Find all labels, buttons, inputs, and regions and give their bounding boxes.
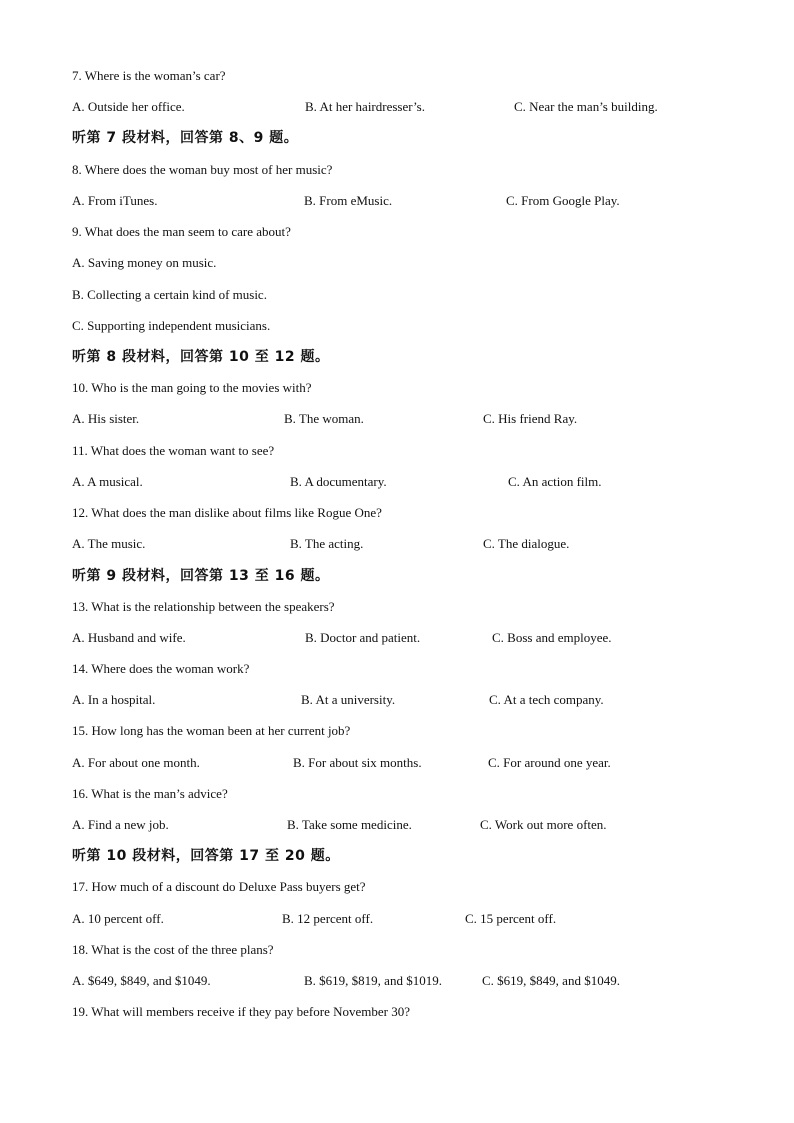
- question-15: 15. How long has the woman been at her current job?: [72, 723, 351, 738]
- option-8c: C. From Google Play.: [506, 193, 620, 208]
- option-8a: A. From iTunes.: [72, 193, 158, 208]
- option-13b: B. Doctor and patient.: [305, 630, 421, 645]
- option-17a: A. 10 percent off.: [72, 911, 164, 926]
- question-8: 8. Where does the woman buy most of her music?: [72, 162, 333, 177]
- option-16c: C. Work out more often.: [480, 817, 607, 832]
- option-10b: B. The woman.: [284, 411, 364, 426]
- option-13a: A. Husband and wife.: [72, 630, 186, 645]
- option-9b: B. Collecting a certain kind of music.: [72, 287, 267, 302]
- option-15a: A. For about one month.: [72, 755, 200, 770]
- question-17: 17. How much of a discount do Deluxe Pass buyers get?: [72, 879, 366, 894]
- question-13: 13. What is the relationship between the speakers?: [72, 599, 335, 614]
- option-9a: A. Saving money on music.: [72, 255, 217, 270]
- option-12a: A. The music.: [72, 536, 146, 551]
- option-10c: C. His friend Ray.: [483, 411, 578, 426]
- section-heading-8: 听第 8 段材料，回答第 10 至 12 题。: [72, 349, 330, 365]
- question-19: 19. What will members receive if they pay before November 30?: [72, 1004, 410, 1019]
- option-7b: B. At her hairdresser’s.: [305, 99, 425, 114]
- option-7a: A. Outside her office.: [72, 99, 185, 114]
- option-18a: A. $649, $849, and $1049.: [72, 973, 211, 988]
- option-15b: B. For about six months.: [293, 755, 422, 770]
- option-11a: A. A musical.: [72, 474, 143, 489]
- option-7c: C. Near the man’s building.: [514, 99, 658, 114]
- option-15c: C. For around one year.: [488, 755, 611, 770]
- option-18c: C. $619, $849, and $1049.: [482, 973, 620, 988]
- question-7: 7. Where is the woman’s car?: [72, 68, 226, 83]
- option-14c: C. At a tech company.: [489, 692, 604, 707]
- option-16b: B. Take some medicine.: [287, 817, 412, 832]
- option-10a: A. His sister.: [72, 411, 140, 426]
- option-9c: C. Supporting independent musicians.: [72, 318, 271, 333]
- question-10: 10. Who is the man going to the movies with?: [72, 380, 312, 395]
- question-18: 18. What is the cost of the three plans?: [72, 942, 274, 957]
- section-heading-7: 听第 7 段材料，回答第 8、9 题。: [72, 130, 299, 146]
- option-14a: A. In a hospital.: [72, 692, 156, 707]
- question-11: 11. What does the woman want to see?: [72, 443, 275, 458]
- option-11b: B. A documentary.: [290, 474, 387, 489]
- option-14b: B. At a university.: [301, 692, 396, 707]
- question-16: 16. What is the man’s advice?: [72, 786, 228, 801]
- option-11c: C. An action film.: [508, 474, 602, 489]
- question-14: 14. Where does the woman work?: [72, 661, 250, 676]
- option-16a: A. Find a new job.: [72, 817, 169, 832]
- option-17b: B. 12 percent off.: [282, 911, 374, 926]
- option-18b: B. $619, $819, and $1019.: [304, 973, 442, 988]
- option-13c: C. Boss and employee.: [492, 630, 612, 645]
- question-12: 12. What does the man dislike about films like Rogue One?: [72, 505, 382, 520]
- option-12b: B. The acting.: [290, 536, 364, 551]
- section-heading-9: 听第 9 段材料，回答第 13 至 16 题。: [72, 568, 330, 584]
- section-heading-10: 听第 10 段材料，回答第 17 至 20 题。: [72, 848, 340, 864]
- option-8b: B. From eMusic.: [304, 193, 393, 208]
- option-12c: C. The dialogue.: [483, 536, 570, 551]
- option-17c: C. 15 percent off.: [465, 911, 557, 926]
- question-9: 9. What does the man seem to care about?: [72, 224, 291, 239]
